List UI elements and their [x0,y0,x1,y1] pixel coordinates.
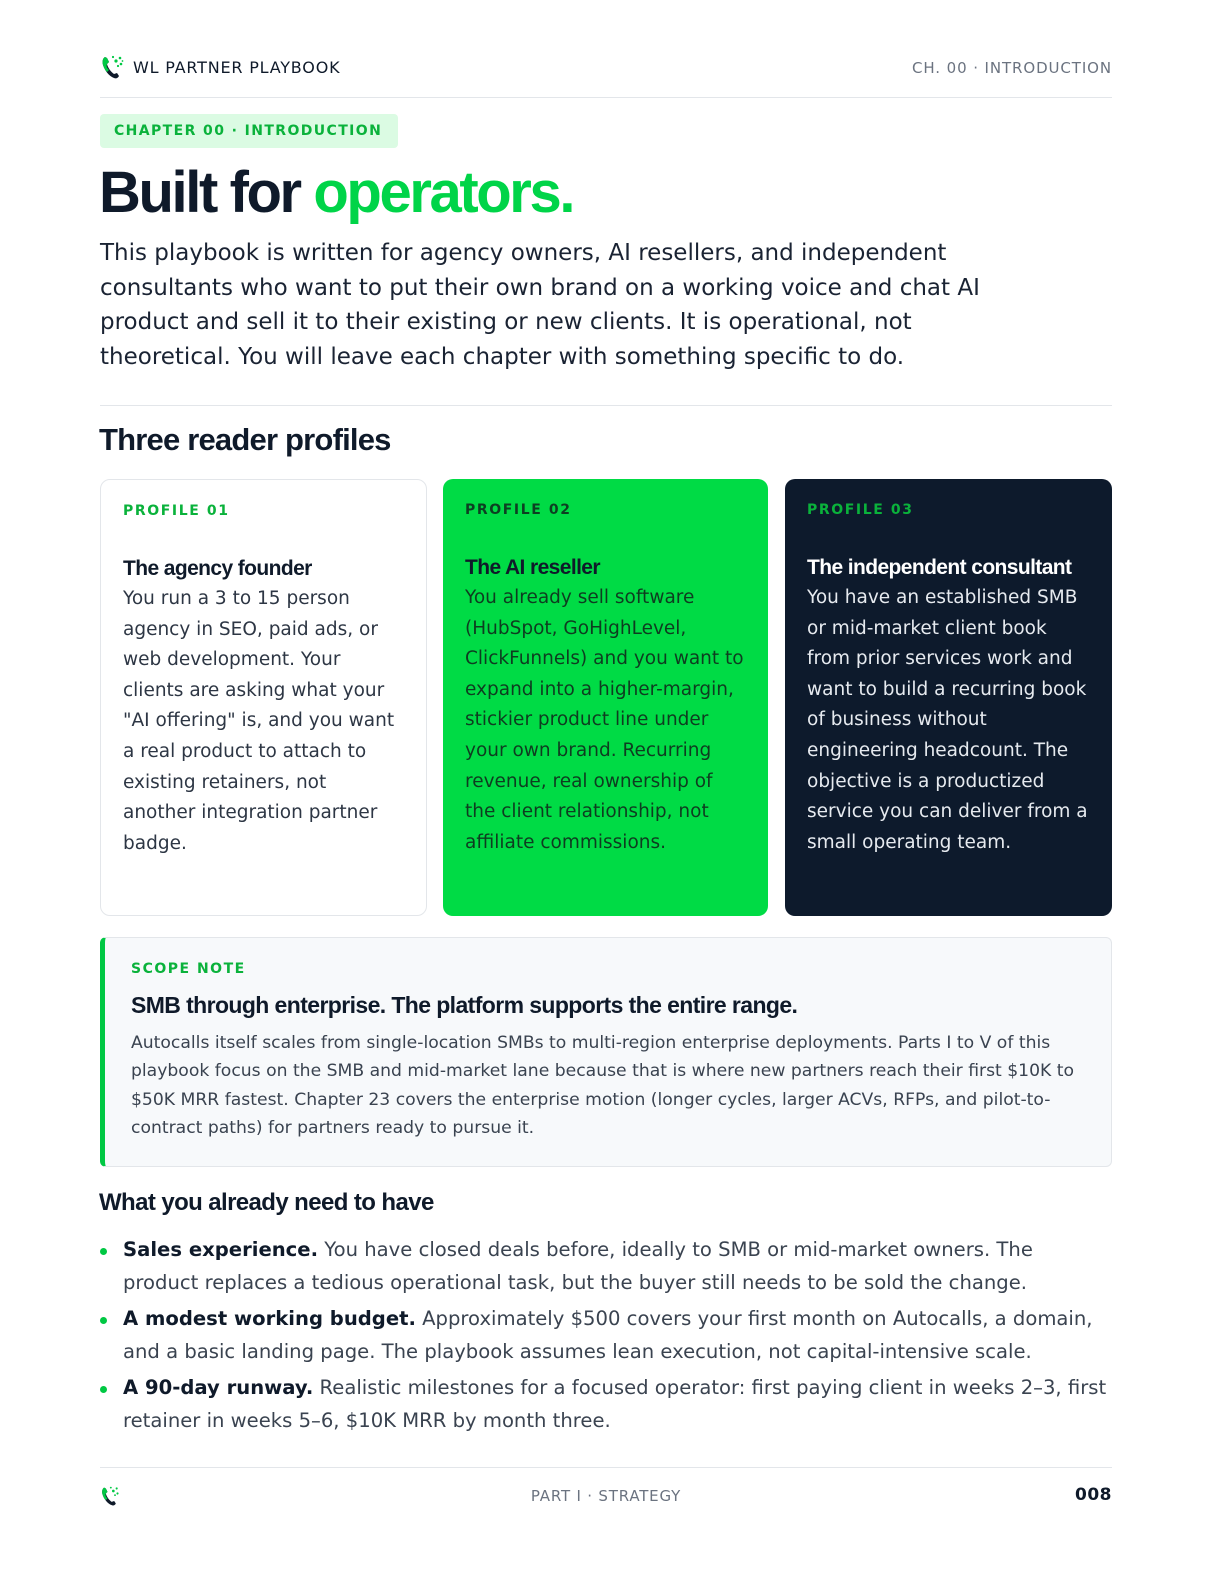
profile-title: The independent consultant [807,556,1072,579]
profile-label: PROFILE 03 [807,502,914,518]
bullet-icon [100,1248,107,1255]
profile-body: You run a 3 to 15 person agency in SEO, paid ads, or web development. Your clients are asking what your "AI offering" is, and you want a real product to attach to existing retainers, not another integration partner badge. [123,588,395,854]
list-item [100,1372,1112,1437]
list-item-lead: Sales experience. [123,1238,319,1261]
header-chapter: CH. 00 · INTRODUCTION [912,59,1112,77]
list-item [100,1234,1112,1299]
list-item-text: You have closed deals before, ideally to SMB or mid-market owners. The product replaces a tedious operational task, but the buyer still needs to be sold the change. [123,1238,1033,1294]
page-number: 008 [1075,1485,1112,1505]
profile-card-3 [785,479,1112,916]
profile-card-1 [100,479,427,916]
page-footer [100,1467,1112,1515]
brand-name: WL PARTNER PLAYBOOK [133,57,341,77]
list-item-text: Approximately $500 covers your first month on Autocalls, a domain, and a basic landing page. The playbook assumes lean execution, not capital-intensive scale. [123,1307,1093,1363]
scope-note-title: SMB through enterprise. The platform supports the entire range. [131,992,798,1018]
profile-body: You already sell software (HubSpot, GoHighLevel, ClickFunnels) and you want to expand into a higher-margin, stickier product line under your own brand. Recurring revenue, real ownership of the client relationship, not affiliate commissions. [465,587,744,853]
list-item-text: Realistic milestones for a focused operator: first paying client in weeks 2–3, first retainer in weeks 5–6, $10K MRR by month three. [123,1376,1107,1432]
requirements-list [100,1234,1112,1441]
bullet-icon [100,1386,107,1393]
profile-title: The AI reseller [465,556,600,579]
scope-note [100,937,1112,1167]
profiles-section-title: Three reader profiles [99,422,391,457]
title-main: Built for [99,160,300,225]
footer-part-label: PART I · STRATEGY [530,1487,682,1505]
page-header [100,52,1112,98]
requirements-title: What you already need to have [99,1189,434,1216]
intro-paragraph: This playbook is written for agency owners, AI resellers, and independent consultants who want to put their own brand on a working voice and chat AI product and sell it to their existing or new clients. It is operational, not theoretical. You will leave each chapter with something specific to do. [100,240,980,370]
profile-label: PROFILE 01 [123,503,230,519]
profile-label: PROFILE 02 [465,502,572,518]
brand [100,54,340,80]
list-item-lead: A modest working budget. [123,1307,416,1330]
phone-sparkle-icon [100,54,124,80]
page-title [99,158,573,228]
list-item-lead: A 90-day runway. [123,1376,314,1399]
scope-note-label: SCOPE NOTE [131,961,246,977]
title-accent: operators. [313,160,574,225]
profile-card-2 [443,479,768,916]
list-item [100,1303,1112,1368]
section-divider [100,405,1112,406]
scope-note-body: Autocalls itself scales from single-location SMBs to multi-region enterprise deployments. Parts I to V of this playbook focus on the SMB and mid-market lane because that is where new partners reach their first $10K to $50K MRR fastest. Chapter 23 covers the enterprise motion (longer cycles, larger ACVs, RFPs, and pilot-to-contract paths) for partners ready to pursue it. [131,1033,1075,1138]
profile-body: You have an established SMB or mid-market client book from prior services work and want to build a recurring book of business without engineering headcount. The objective is a productized service you can deliver from a small operating team. [807,587,1088,853]
bullet-icon [100,1317,107,1324]
chapter-badge: CHAPTER 00 · INTRODUCTION [100,114,398,148]
profile-title: The agency founder [123,557,312,580]
